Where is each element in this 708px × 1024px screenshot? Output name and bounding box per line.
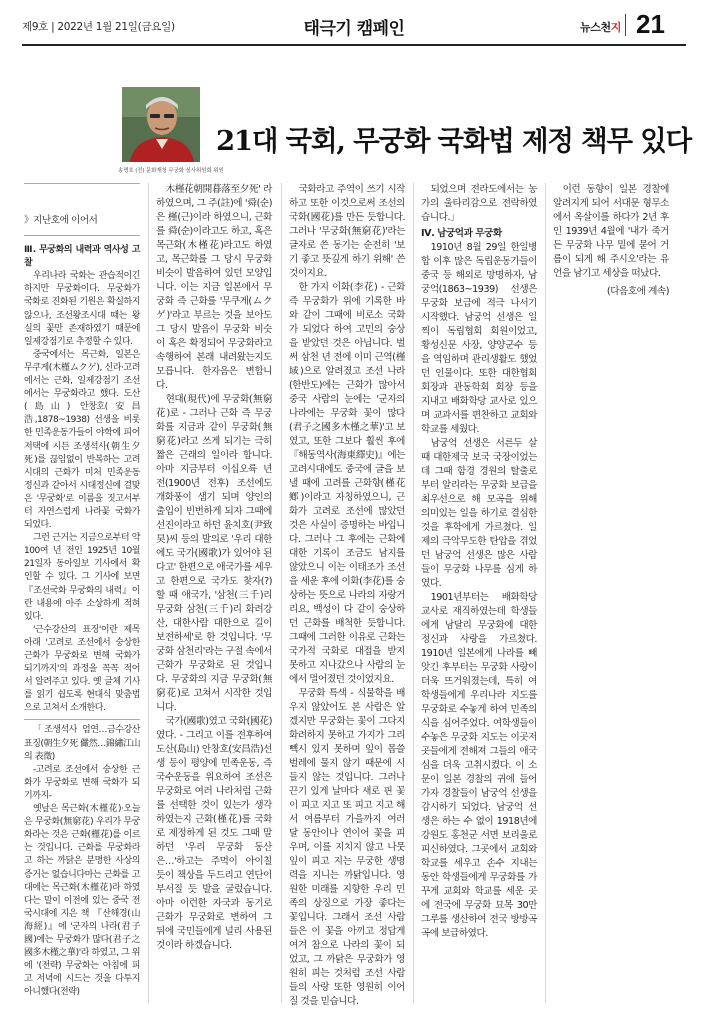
article-paragraph: 1910년 8월 29일 한일병합 이후 많은 독립운동가들이 중국 등 해외로 망명하자, 남궁억(1863~1939) 선생은 무궁화 보급에 적극 나서기 시작했다. 남궁억 선생은 일찍이 독립협회 회원이었고, 황성신문 사장, 양양군수 등을 역임하며 관리생활도 했었던 인물이다. 또한 대한협회 회장과 관동학회 회장 등을 지내고 배화학당 교사로 있으며 교과서를 편찬하고 교회와 학교를 세웠다. [421, 242, 537, 435]
article-paragraph: 「조생석사 엄연…금수강산 표징(朝生夕死 儼然…錦繡江山의 表徵) [24, 725, 141, 762]
article-headline: 21대 국회, 무궁화 국화법 제정 책무 있다 [216, 125, 691, 158]
article-paragraph: 국화라고 주역이 쓰기 시작하고 또한 이것으로써 조선의 국화(國花)를 만든 듯합니다. 그러나 '무궁화(無窮花)'라는 글자로 쓴 동기는 순전히 '보기 좋고 뜻깊게 하기 위해' 쓴 것이지요. [289, 184, 405, 279]
continued-rule [24, 183, 140, 184]
continued-rule [24, 235, 140, 236]
article-column-1 [24, 183, 140, 999]
article-paragraph: 한 가지 이화(李花) - 근화 즉 무궁화가 위에 기록한 바와 같이 그때에 비로소 국화가 되었다 하여 고민의 숭상을 받았던 것은 아닙니다. 벌써 삼천 년 전에 이미 근역(槿域)으로 알려졌고 조선 나라(한반도)에는 근화가 많아서 중국 사람의 눈에는 '군자의 나라에는 무궁화 꽃이 많다(君子之國多木槿之華)'고 보였고, 또한 그보다 훨씬 후에 『해동역사(海東繹史)』에는 고려시대에도 중국에 글을 보낼 때에 고려를 근화향(槿花鄕)이라고 자칭하였으니, 근화가 고려로 조선에 많았던 것은 사실이 증명하는 바입니다. 그러나 그 후에는 근화에 대한 기록이 조금도 남지를 않았으니 이는 이태조가 조선을 세운 후에 이화(李花)를 숭상하는 뜻으로 나라의 자랑거리요, 백성이 다 같이 숭상하던 근화를 배척한 듯합니다. 그때에 그러한 이유로 근화는 국가적 국화로 대접을 받지 못하고 지나갔으나 사람의 눈에서 멀어졌던 것이었지요. [289, 282, 405, 685]
article-paragraph: 현대(現代)에 무궁화(無窮花)로 - 그러나 근화 즉 무궁화를 지금과 같이 무궁화(無窮花)라고 쓰게 되기는 극히 짧은 근래의 일이라 합니다. 아마 지금부터 이십오륙 년 전(1900년 전후) 조선에도 개화풍이 샘기 되며 양인의 출입이 빈번하게 되자 그때에 선진이라고 하던 윤치호(尹致昊)씨 등의 발의로 '우리 대한에도 국가(國歌)가 있어야 된다고' 한편으로 애국가를 세우고 한편으로 국가도 찾자(?)할 때 애국가, '삼천(三千)리 무궁화 삼천(三千)리 화려강산, 대한사람 대한으로 길이 보전하세'로 한 것입니다. '무궁화 삼천리'라는 구절 속에서 근화가 무궁화로 된 것입니다. 무궁화의 지금 무궁화(無窮花)로 고쳐서 시작한 것입니다. [156, 394, 272, 713]
section-heading: Ⅳ. 남궁억과 무궁화 [421, 228, 502, 239]
column-divider [413, 183, 414, 1003]
logo-dot: 지 [610, 21, 621, 34]
article-paragraph: '근수강산의 표징'이란 제목 아래 '고려로 조선에서 숭상한 근화가 무궁화로 변해 국화가 되기까지'의 과정을 꼭꼭 적어서 알려주고 있다. 옛 글체 기사를 읽기 쉽도록 현대식 맞춤법으로 고쳐서 소개한다. [24, 624, 140, 714]
article-paragraph: 무궁화 특색 - 식물학을 배우지 않았어도 본 사람은 알겠지만 무궁화는 꽃이 그다지 화려하지 못하고 가지가 그리 빽시 있지 못하며 잎이 몹쓸 벌레에 물지 않기 때문에 시들지 않는 것입니다. 그러나 끈기 있게 날마다 새로 핀 꽃이 피고 지고 또 피고 지고 해서 여름부터 가을까지 여러 달 동안이나 연이어 꽃을 피우며, 이를 지치지 않고 나뭇잎이 피고 지는 무궁한 생명력을 지니는 까닭입니다. 영원한 미래를 지향한 우리 민족의 상징으로 가장 좋다는 꽃입니다. 그래서 조선 사람들은 이 꽃을 아끼고 정답게 여겨 참으로 나라의 꽃이 되었고, 그 까닭은 무궁화가 영원히 피는 것처럼 조선 사람들의 사랑 또한 영원히 이어질 것을 믿습니다. [289, 688, 405, 1007]
article-column-5 [553, 183, 669, 299]
article-paragraph: 남궁억 선생은 서른두 살 때 대한제국 보국 국장이었는데 그때 함경 경원의 탈출로부터 알리라는 무궁화 보급을 최우선으로 해 모곡을 위해 의미있는 일을 하기로 결심한 것을 후학에게 가르쳤다. 일제의 극악무도한 탄압을 겪었던 남궁억 선생은 많은 사람들이 무궁화 나무를 심게 하였다. [421, 438, 537, 589]
article-paragraph: 중국에서는 목근화, 일본은 무쿠게(木槿ムクゲ), 신라·고려에서는 근화, 일제강점기 조선에서는 무궁화라고 했다. 도산(島山) 안창호(安昌浩,1878~1938) 선생을 비롯한 민족운동가들이 야학에 피어 저택에 시든 조생석사(朝生夕死)를 끊임없이 반복하는 고려시대의 근화가 미처 민족운동 정신과 같아서 시대정신에 걸맞은 '무궁화'로 이름을 짓고서부터 자연스럽게 나라꽃 국화가 되었다. [24, 349, 140, 531]
page-number: 21 [636, 9, 665, 39]
article-column-2 [156, 183, 272, 953]
column-divider [281, 183, 282, 1003]
column-divider [148, 183, 149, 1003]
article-column-3 [289, 183, 405, 1009]
article-paragraph: 국가(國歌)였고 국화(國花)였다. - 그리고 이를 전후하여 도산(島山) 안창호(安昌浩)선생 등이 평양에 민족운동, 즉 국수운동을 위요하여 조선은 무궁화로 여러 나라처럼 근화를 선택한 것이 있는가 생각하였는지 근화(槿花)를 국화로 제정하게 된 것도 그때 말하던 '우리 무궁화 동산은…'하고는 주먹이 아이칠 듯이 책상을 두드리고 연단이 부서질 듯 발을 굴렀습니다. 아마 이런한 자국과 동기로 근화가 무궁화로 변하여 그 뒤에 국민들에게 널리 사용된 것이라 하겠습니다. [156, 716, 272, 951]
quote-separator [24, 719, 140, 720]
newspaper-logo [580, 19, 621, 35]
article-paragraph: 우리나라 국화는 관습적이긴 하지만 무궁화이다. 무궁화가 국화로 진화된 기원은 확실하지 않으나, 조선왕조시대 때는 왕실의 꽃만 존재하였기 때문에 일제강점기로 추정할 수 있다. [24, 271, 140, 347]
article-paragraph: 옛날은 목근화(木槿花)‧오늘은 무궁화(無窮花) 우리가 무궁화라는 것은 근화(槿花)를 이르는 것입니다. 근화를 무궁화라고 하는 까닭은 분명한 사상의 증거는 없습니다마는 근화를 고대에는 목근화(木槿花)라 하였다는 말이 이전에 있는 중국 전국시대에 지은 책 『산해경(山海經)』에 '군자의 나라(君子國)에는 무궁화가 많다(君子之國多木槿之華)'라 하였고, 그 위에 '(전략) 무궁화는 아침에 피고 저녁에 시드는 것을 다투지 아니했다(전략) [24, 804, 140, 998]
column-divider [545, 183, 546, 1003]
section-heading: Ⅲ. 무궁화의 내력과 역사성 고찰 [24, 245, 140, 269]
header-divider [625, 14, 626, 36]
logo-text: 뉴스천 [580, 21, 611, 34]
article-paragraph: 되었으며 전라도에서는 농가의 울타리감으로 전락하였습니다.」 [421, 184, 537, 223]
continued-note: (다음호에 계속) [606, 286, 669, 297]
article-column-4 [421, 183, 537, 941]
top-rule [22, 44, 686, 46]
article-paragraph: 1901년부터는 배화학당 교사로 재직하였는데 학생들에게 남달리 무궁화에 대한 정신과 사랑을 가르쳤다. 1910년 일본에게 나라를 빼앗긴 후부터는 무궁화 사랑이 더욱 뜨거워졌는데, 특히 여학생들에게 우리나라 지도를 무궁화로 수놓게 하여 민족의식을 심어주었다. 여학생들이 수놓은 무궁화 지도는 이곳저곳들에게 전해져 그들의 애국심을 더욱 고취시켰다. 이 소문이 일본 경찰의 귀에 들어가자 경찰들이 남궁억 선생을 감시하기 되었다. 남궁억 선생은 하는 수 없이 1918년에 강원도 홍천군 서면 보리울로 피신하였다. 그곳에서 교회와 학교를 세우고 손수 지내는 동안 학생들에게 무궁화를 가꾸게 교회와 학교를 세운 곳에 전국에 무궁화 묘목 30만 그루를 생산하여 전국 방방곡곡에 보급하였다. [421, 592, 537, 939]
article-paragraph: 木槿花朝開暮落至夕死' 라 하였으며, 그 주(註)에 '舜(순)은 槿(근)이라 하였으니, 근화를 舜(순)이라고도 하고, 혹은 목근화(木槿花)라고도 하였고, 목근화를 그 당시 무궁화 비슷이 발음하여 있던 모양입니다. 이는 지금 일본에서 무궁화 즉 근화를 '무쿠게(ムクゲ)'라고 부르는 것을 보아도 그 당시 발음이 무궁화 비슷이 혹은 확정되어 무궁화라고 속행하여 본래 내려왔는지도 모릅니다. 한자음은 변합니다. [156, 184, 272, 391]
photo-caption: 송명호 (전) 문화재청 무궁화 심사위원회 위원 [118, 168, 224, 174]
issue-date: 제9호 | 2022년 1월 21일(금요일) [22, 21, 175, 33]
author-photo [122, 87, 200, 162]
article-paragraph: 이런 동향이 일본 경찰에 알려지게 되어 서대문 형무소에서 옥살이를 하다가 2년 후인 1939년 4월에 '내가 죽거든 무궁화 나무 밑에 묻어 거름이 되게 해 주시오'라는 유언을 남기고 세상을 떠났다. [553, 184, 669, 279]
article-paragraph: -고려로 조선에서 숭상한 근화가 무궁화로 변해 국화가 되기까지- [24, 764, 140, 801]
continued-from-label: 》지난호에 이어서 [24, 215, 98, 226]
section-title: 태극기 캠페인 [303, 19, 405, 39]
author-portrait-image [122, 87, 200, 162]
article-paragraph: 그런 근거는 지금으로부터 약 100여 년 전인 1925년 10월 21일자 동아일보 기사에서 확인할 수 있다. 그 기사에 보면 『조선국화 무궁화의 내력』이란 내용에 아주 소상하게 적혀 있다. [24, 533, 140, 622]
